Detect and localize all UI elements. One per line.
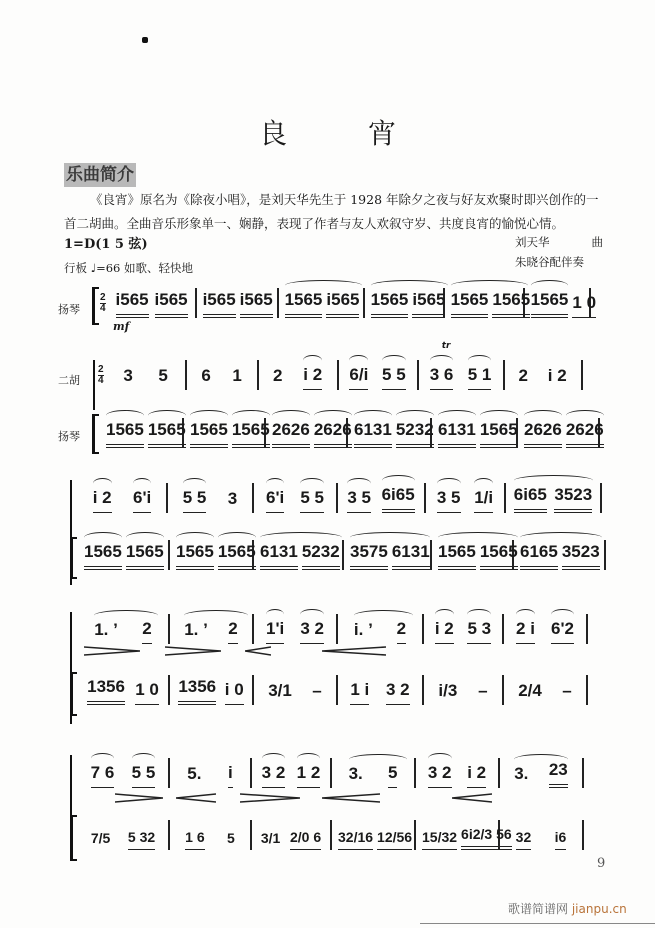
note-group: i565 (203, 290, 236, 318)
measure (424, 675, 504, 705)
note-group: 23 (549, 760, 568, 788)
system-bracket (70, 815, 77, 861)
note-group: 1565 (148, 420, 186, 448)
decrescendo-hairpin (240, 793, 300, 803)
note-group: 1565 (84, 542, 122, 570)
measure (78, 483, 168, 513)
note: 3 (227, 489, 238, 508)
measure (339, 360, 419, 390)
decrescendo-hairpin (165, 646, 221, 656)
chord: 3/1 (260, 830, 281, 846)
staff-3-yangqin (78, 675, 610, 705)
hold-dash: – (562, 681, 572, 700)
note-group: 1565 (106, 420, 144, 448)
measure (332, 758, 416, 788)
measure (506, 483, 602, 513)
note: 5 (227, 830, 235, 846)
chord-tremolo: 2/4 (518, 681, 542, 700)
measure (187, 360, 259, 390)
time-signature: 2 4 (100, 291, 106, 314)
note-group: 1356 (178, 677, 216, 705)
measure (332, 820, 416, 850)
measure (107, 360, 187, 390)
note-group: 1565 (531, 290, 569, 318)
instrument-label-erhu: 二胡 (58, 374, 80, 387)
note-group: 1565 (480, 420, 518, 448)
note-group: i 2 (93, 488, 112, 513)
measure (500, 820, 584, 850)
note-group: 5 5 (300, 488, 324, 513)
decrescendo-hairpin (84, 646, 140, 656)
measure (78, 614, 170, 644)
note-group: tr 3 6 (430, 365, 454, 390)
measure (419, 341, 505, 390)
staff-2-yangqin (78, 540, 610, 570)
decrescendo-hairpin (115, 793, 163, 803)
page-number: 9 (597, 856, 606, 871)
measure (344, 540, 432, 570)
crescendo-hairpin (452, 793, 492, 803)
page-edge-line (420, 923, 655, 924)
note-group: 1565 (451, 290, 489, 318)
note-group: 1565 (438, 542, 476, 570)
staff-2-erhu (78, 483, 610, 513)
composer-name: 刘天华 (515, 235, 550, 249)
note-group: 1565 (232, 420, 270, 448)
note-group: 2626 (272, 420, 310, 448)
note-group: 1565 (126, 542, 164, 570)
measure (500, 758, 584, 788)
note-group: 5232 (396, 420, 434, 448)
note-group: 3 2 (300, 619, 324, 644)
chord-tremolo: 3/1 (268, 681, 292, 700)
note-group: 3 5 (347, 488, 371, 513)
page-title: 良 宵 (259, 117, 432, 150)
hold-dash: – (312, 681, 322, 700)
note-group: i565 (326, 290, 359, 318)
note-group: 2626 (566, 420, 604, 448)
system-bracket (70, 672, 77, 716)
measure (505, 360, 583, 390)
note: 3 (123, 366, 133, 385)
crescendo-hairpin (322, 793, 380, 803)
key-signature: 1=D(1 5 弦) (64, 237, 148, 252)
measure (348, 418, 432, 448)
note-group: 7 6 (91, 763, 115, 788)
measure (365, 288, 445, 318)
dynamic-mf: mf (113, 320, 130, 333)
note-group: 5 32 (128, 829, 155, 850)
measure (252, 820, 332, 850)
measure (504, 675, 588, 705)
measure (266, 418, 352, 448)
instrument-label-yangqin: 扬琴 (58, 303, 80, 316)
hold-dash: – (478, 681, 488, 700)
note-group: 1. ’ (94, 620, 118, 644)
note-group: 5 1 (468, 365, 492, 390)
note-group: 6165 (520, 542, 558, 570)
note-group: 6131 (438, 420, 476, 448)
crescendo-hairpin (176, 793, 216, 803)
measure (78, 758, 170, 788)
note-group: 1 0 (135, 680, 159, 705)
chord-tremolo: 32/16 (338, 829, 373, 850)
note-group: i565 (155, 290, 188, 318)
note-group: 6'i (266, 488, 284, 513)
watermark-site: jianpu.cn (571, 902, 627, 916)
measure (259, 360, 339, 390)
note-group: 6'2 (551, 619, 574, 644)
measure (78, 675, 170, 705)
note-group: i 2 (303, 365, 322, 390)
note-group: 6i65 (382, 485, 415, 513)
note-group: i565 (240, 290, 273, 318)
arranger-credit: 朱晓谷配伴奏 (515, 255, 584, 269)
measure (338, 483, 426, 513)
measure (338, 675, 424, 705)
measure (416, 758, 500, 788)
measure (100, 418, 184, 448)
crescendo-hairpin (245, 646, 271, 656)
note-group: 1 6 (185, 829, 204, 850)
measure (426, 483, 506, 513)
note-group: 2/0 6 (290, 829, 321, 850)
chord: 15/32 (422, 829, 457, 850)
measure (170, 540, 254, 570)
staff-1-yangqin (100, 418, 610, 448)
intro-paragraph: 《良宵》原名为《除夜小唱》，是刘天华先生于 1928 年除夕之夜与好友欢聚时即兴创作的一首二胡曲。全曲音乐形象单一、娴静，表现了作者与友人欢叙守岁、共度良宵的愉悦心情。 (64, 192, 599, 231)
staff-4-erhu (78, 758, 610, 788)
note-group: 3 2 (386, 680, 410, 705)
note-group: 3. (349, 764, 363, 788)
note-group: 1. ’ (184, 620, 208, 644)
note: i (228, 763, 233, 788)
note-group: 2626 (314, 420, 352, 448)
measure (78, 540, 170, 570)
note-group: 5 5 (132, 763, 156, 788)
staff-intro-yangqin (100, 288, 610, 318)
note: 5 (158, 366, 168, 385)
note-group: 1565 (176, 542, 214, 570)
note-group: 1565 (480, 542, 518, 570)
note-group: 3575 (350, 542, 388, 570)
note-group: 2626 (524, 420, 562, 448)
staff-4-yangqin (78, 820, 610, 850)
note-group: 3523 (554, 485, 592, 513)
note-group: 3 2 (428, 763, 452, 788)
note-group: 3. (514, 764, 528, 788)
note-tremolo: 32 (516, 829, 532, 850)
note-group: 6'i (133, 488, 151, 513)
note-group: 1 2 (297, 763, 321, 788)
measure (197, 288, 279, 318)
scan-speck (142, 37, 148, 43)
measure (170, 758, 252, 788)
note: 2 (518, 366, 528, 385)
note-group: 3 2 (262, 763, 286, 788)
measure (170, 614, 254, 644)
measure (254, 483, 338, 513)
measure (514, 540, 606, 570)
note-tremolo: i6 (555, 829, 567, 850)
measure (254, 675, 338, 705)
note-group: i 2 (467, 763, 486, 788)
measure (184, 418, 270, 448)
note-group: 2 i (516, 619, 535, 644)
note-group: i. ’ (354, 620, 373, 644)
note-group: 3 5 (437, 488, 461, 513)
measure (424, 614, 504, 644)
system-bracket (92, 414, 99, 454)
tempo-marking: 行板 ♩=66 如歌、轻快地 (64, 261, 194, 275)
measure (504, 614, 588, 644)
note: i 2 (547, 366, 567, 385)
note-group: i565 (116, 290, 149, 318)
measure (445, 288, 531, 318)
note-group: 1565 (190, 420, 228, 448)
note: 5 (388, 763, 397, 788)
note-group: 5 3 (467, 619, 491, 644)
note: 6 (201, 366, 211, 385)
note-group: 1/i (474, 488, 493, 513)
note-group: 6131 (260, 542, 298, 570)
measure (518, 418, 604, 448)
note: 2 (142, 619, 151, 644)
note-group: 3523 (562, 542, 600, 570)
measure (252, 758, 332, 788)
note-group: 1'i (266, 619, 284, 644)
watermark (508, 900, 627, 917)
measure (168, 483, 254, 513)
note: 2 (272, 366, 283, 385)
system-line (93, 360, 95, 410)
measure (170, 675, 254, 705)
note-group: 1565 (285, 290, 323, 318)
measure (525, 288, 597, 318)
measure (432, 418, 518, 448)
measure (109, 288, 197, 318)
measure (78, 820, 170, 850)
measure (279, 288, 365, 318)
measure (432, 540, 518, 570)
note-group: 1 i (350, 680, 369, 705)
note-group: 5232 (302, 542, 340, 570)
measure (254, 540, 344, 570)
note-group: 6131 (354, 420, 392, 448)
instrument-label-yangqin: 扬琴 (58, 430, 80, 443)
note: 5. (187, 764, 202, 783)
note: 1 (232, 366, 242, 385)
chord-tremolo: 12/56 (377, 829, 412, 850)
measure (170, 820, 252, 850)
note-group: 6i65 (514, 485, 547, 513)
note-group: i 0 (225, 680, 244, 705)
note-group: i 2 (435, 619, 454, 644)
note: 2 (397, 619, 406, 644)
note: 2 (228, 619, 237, 644)
chord-tremolo: i/3 (438, 681, 458, 700)
note-group: 1565 (218, 542, 256, 570)
note-group: i565 (412, 290, 445, 318)
system-bracket (70, 537, 77, 579)
measure (254, 614, 338, 644)
crescendo-hairpin (322, 646, 386, 656)
staff-1-erhu (98, 341, 610, 390)
chord: 6i2/3 56 (461, 826, 512, 850)
note-group: 1565 (371, 290, 409, 318)
note-group: 1356 (87, 677, 125, 705)
watermark-cn: 歌谱简谱网 (508, 902, 569, 916)
section-heading: 乐曲简介 (66, 165, 134, 185)
chord: 7/5 (90, 830, 111, 846)
credits (515, 232, 603, 272)
note-group: 5 5 (183, 488, 207, 513)
measure (416, 820, 512, 850)
time-signature: 2 4 (98, 363, 104, 386)
composer-role: 曲 (591, 235, 603, 249)
note-group: 6/i (349, 365, 368, 390)
measure (338, 614, 424, 644)
note-group: 1565 (492, 290, 530, 318)
note-group: 1 0 (572, 293, 596, 318)
staff-3-erhu (78, 614, 610, 644)
note-group: 5 5 (382, 365, 406, 390)
system-bracket (92, 287, 99, 325)
note-group: 6131 (392, 542, 430, 570)
